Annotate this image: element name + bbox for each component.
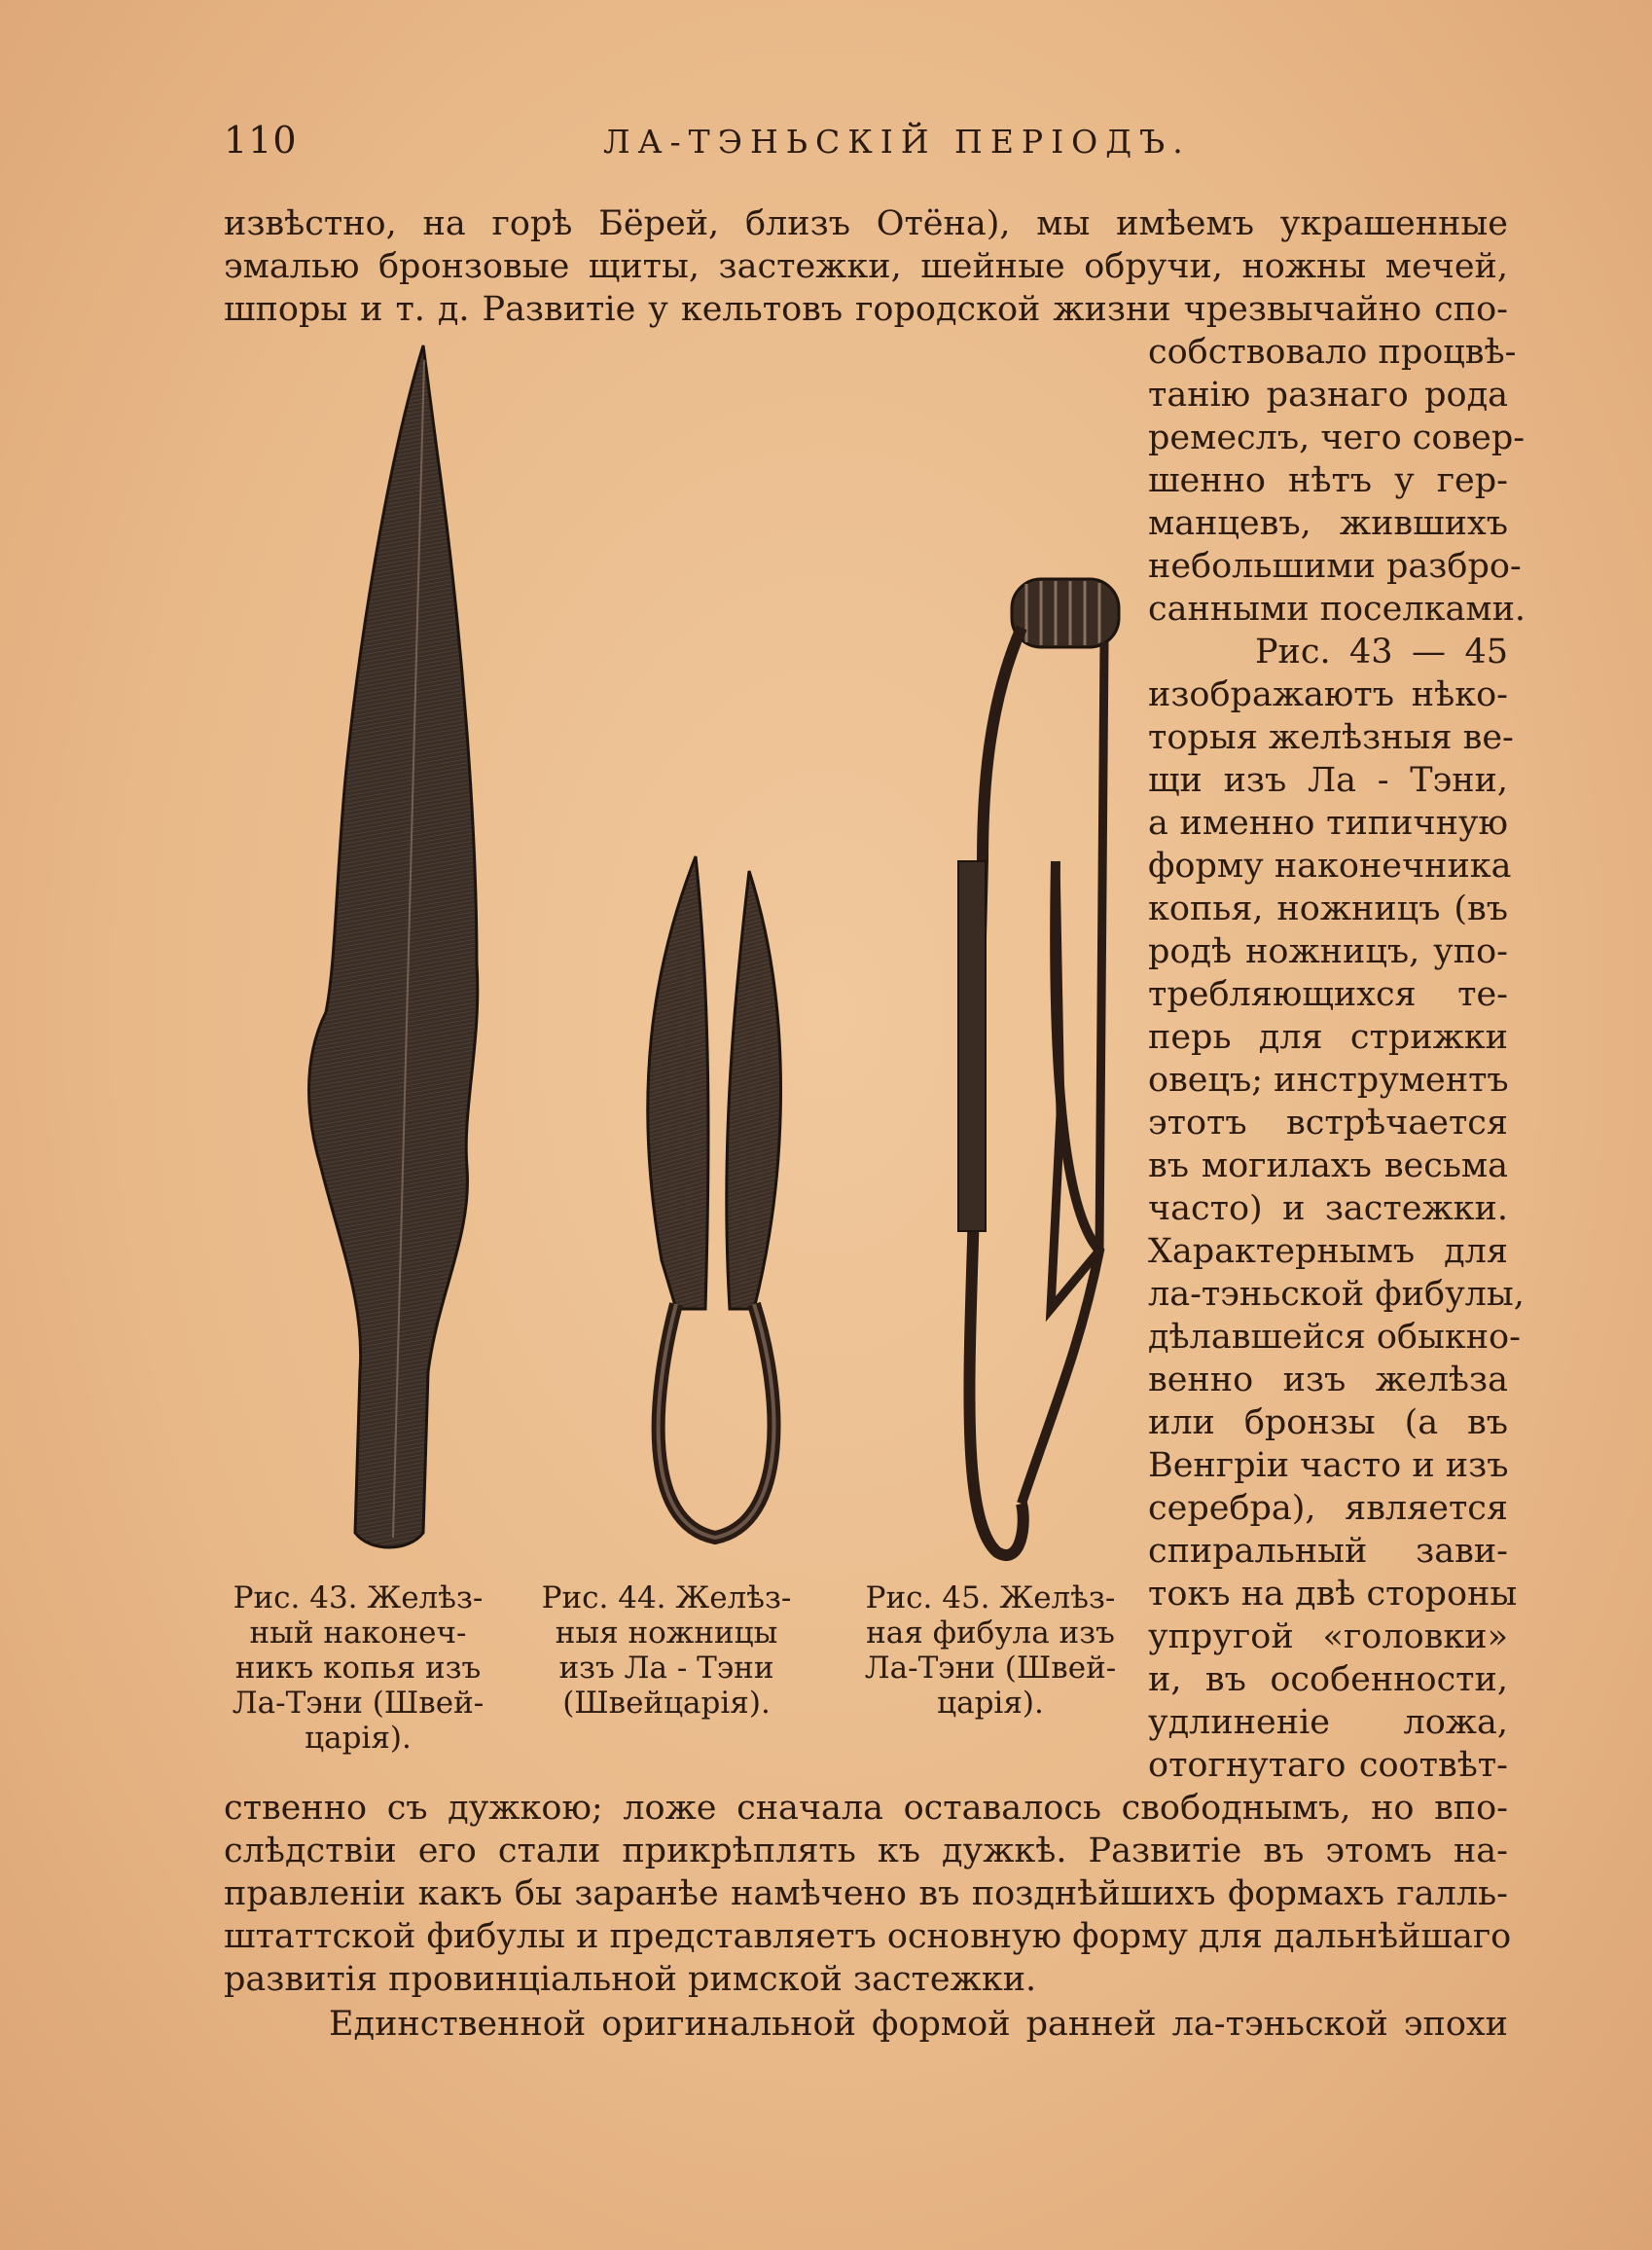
caption-line: царія). [937, 1686, 1044, 1721]
side-line: и, въ особенности, [1148, 1660, 1508, 1699]
spearhead-figure [282, 341, 516, 1557]
body-line: штаттской фибулы и представляетъ основную форму для дальнѣйшаго [224, 1917, 1512, 1956]
side-line: этотъ встрѣчается [1148, 1104, 1508, 1143]
body-line: правленіи какъ бы заранѣе намѣчено въ позднѣйшихъ формахъ галль- [224, 1874, 1508, 1913]
caption-line: никъ копья изъ [234, 1651, 482, 1686]
side-line: въ могилахъ весьма [1148, 1146, 1508, 1185]
side-line: собствовало процвѣ- [1148, 333, 1517, 372]
side-line: небольшими разбро- [1148, 547, 1522, 586]
side-line: манцевъ, жившихъ [1148, 504, 1508, 543]
side-line: перь для стрижки [1148, 1018, 1508, 1057]
side-line: часто) и застежки. [1148, 1189, 1508, 1228]
fibula-figure [944, 569, 1138, 1572]
shears-figure [623, 852, 808, 1552]
side-line: токъ на двѣ стороны [1148, 1575, 1518, 1614]
side-line: спиральный зави- [1148, 1532, 1508, 1571]
side-line: изображаютъ нѣко- [1148, 675, 1508, 714]
side-line: дѣлавшейся обыкно- [1148, 1318, 1521, 1357]
caption-line: (Швейцарія). [562, 1686, 771, 1721]
side-line: ремеслъ, чего совер- [1148, 418, 1526, 457]
side-line: танію разнаго рода [1148, 376, 1508, 415]
side-line: санными поселками. [1148, 590, 1526, 629]
side-line: овецъ; инструментъ [1148, 1061, 1509, 1100]
side-line: Характернымъ для [1148, 1232, 1508, 1271]
side-line: Венгріи часто и изъ [1148, 1446, 1509, 1485]
caption-fig45 [844, 1580, 1136, 1721]
body-line: ственно съ дужкою; ложе сначала оставалось свободнымъ, но впо- [224, 1789, 1508, 1828]
side-line: серебра), является [1148, 1489, 1508, 1528]
side-line: требляющихся те- [1148, 975, 1508, 1014]
page-number: 110 [224, 119, 298, 162]
caption-line: царія). [305, 1721, 412, 1756]
side-line: или бронзы (а въ [1148, 1403, 1508, 1442]
caption-line: ная фибула изъ [866, 1615, 1115, 1651]
caption-fig43 [212, 1580, 504, 1756]
side-line: упругой «головки» [1148, 1617, 1508, 1656]
side-line: Рис. 43 — 45 [1255, 633, 1508, 671]
caption-line: ныя ножницы [555, 1615, 778, 1651]
body-line: шпоры и т. д. Развитіе у кельтовъ городской жизни чрезвычайно спо- [224, 290, 1508, 329]
body-line: эмалью бронзовые щиты, застежки, шейные обручи, ножны мечей, [224, 247, 1508, 286]
side-line: шенно нѣтъ у гер- [1148, 461, 1508, 500]
body-line: извѣстно, на горѣ Бёрей, близъ Отёна), мы имѣемъ украшенные [224, 204, 1508, 243]
side-line: щи изъ Ла - Тэни, [1148, 761, 1508, 800]
caption-line: изъ Ла - Тэни [558, 1651, 774, 1686]
side-line: форму наконечника [1148, 847, 1512, 886]
side-line: торыя желѣзныя ве- [1148, 718, 1514, 757]
side-line: венно изъ желѣза [1148, 1361, 1508, 1399]
body-line: слѣдствіи его стали прикрѣплять къ дужкѣ. Развитіе въ этомъ на- [224, 1832, 1508, 1870]
side-line: ла-тэньской фибулы, [1148, 1275, 1525, 1314]
side-line: родѣ ножницъ, упо- [1148, 932, 1508, 971]
side-line: удлиненіе ложа, [1148, 1703, 1508, 1742]
page-header [224, 119, 1508, 167]
running-title: ЛА-ТЭНЬСКІЙ ПЕРІОДЪ. [603, 123, 1191, 161]
caption-line: Рис. 44. Желѣз- [541, 1580, 792, 1615]
caption-line: ный наконеч- [249, 1615, 467, 1651]
body-line-indented: Единственной оригинальной формой ранней ла-тэньской эпохи [329, 2005, 1508, 2044]
caption-line: Рис. 43. Желѣз- [233, 1580, 484, 1615]
side-line: а именно типичную [1148, 804, 1508, 843]
caption-line: Ла-Тэни (Швей- [864, 1651, 1117, 1686]
body-line: развитія провинціальной римской застежки. [224, 1960, 1037, 1999]
side-line: отогнутаго соотвѣт- [1148, 1746, 1508, 1785]
caption-line: Ла-Тэни (Швей- [232, 1686, 485, 1721]
side-line: копья, ножницъ (въ [1148, 889, 1508, 928]
caption-fig44 [521, 1580, 812, 1721]
caption-line: Рис. 45. Желѣз- [865, 1580, 1116, 1615]
